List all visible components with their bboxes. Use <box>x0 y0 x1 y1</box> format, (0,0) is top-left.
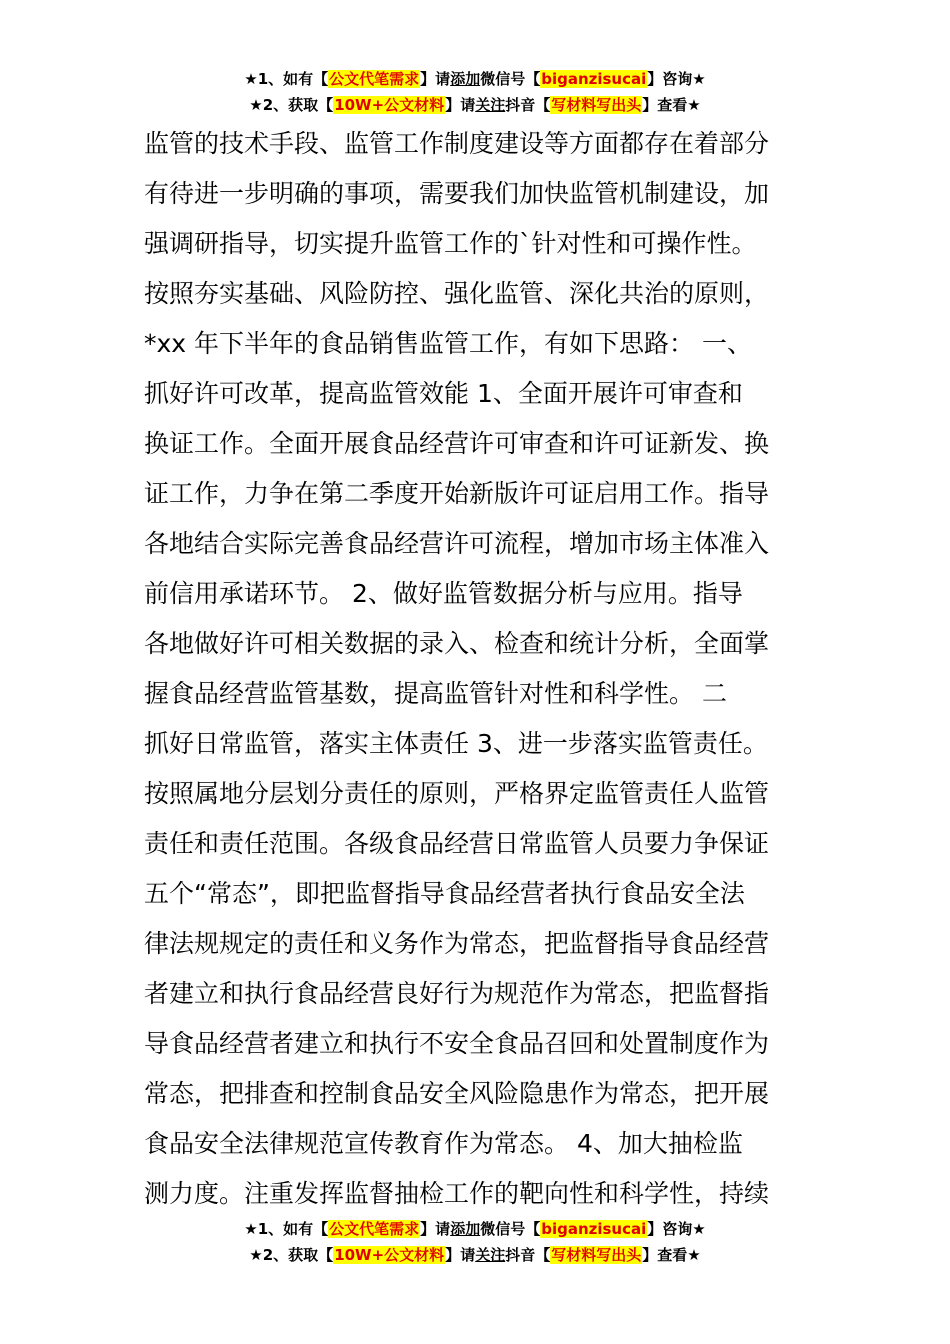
body-line: 者建立和执行食品经营良好行为规范作为常态，把监督指 <box>144 979 770 1008</box>
ghostwriting-highlight: 公文代笔需求 <box>329 1220 420 1238</box>
header-banner-line-1: ★1、如有【公文代笔需求】请添加微信号【biganzisucai】咨询★ <box>244 70 706 88</box>
footer-banner <box>0 1216 950 1268</box>
materials-highlight: 10W+公文材料 <box>334 96 445 114</box>
body-line: 抓好许可改革，提高监管效能 1、全面开展许可审查和 <box>144 379 743 408</box>
footer-banner-line-2: ★2、获取【10W+公文材料】请关注抖音【写材料写出头】查看★ <box>249 1246 701 1264</box>
body-line: 证工作，力争在第二季度开始新版许可证启用工作。指导 <box>144 479 770 508</box>
body-line: 换证工作。全面开展食品经营许可审查和许可证新发、换 <box>144 429 770 458</box>
wechat-id-highlight: biganzisucai <box>541 1220 647 1238</box>
body-line: 责任和责任范围。各级食品经营日常监管人员要力争保证 <box>144 829 770 858</box>
body-line: 抓好日常监管，落实主体责任 3、进一步落实监管责任。 <box>144 729 768 758</box>
body-line: 各地结合实际完善食品经营许可流程，增加市场主体准入 <box>144 529 770 558</box>
body-line: 有待进一步明确的事项，需要我们加快监管机制建设，加 <box>144 179 770 208</box>
body-line: 握食品经营监管基数，提高监管针对性和科学性。 二 <box>144 679 727 708</box>
body-line: 食品安全法律规范宣传教育作为常态。 4、加大抽检监 <box>144 1129 743 1158</box>
body-line: 前信用承诺环节。 2、做好监管数据分析与应用。指导 <box>144 579 743 608</box>
ghostwriting-highlight: 公文代笔需求 <box>329 70 420 88</box>
douyin-account-highlight: 写材料写出头 <box>551 1246 642 1264</box>
douyin-account-highlight: 写材料写出头 <box>551 96 642 114</box>
body-line: 律法规规定的责任和义务作为常态，把监督指导食品经营 <box>144 929 770 958</box>
body-line: 强调研指导，切实提升监管工作的`针对性和可操作性。 <box>144 229 757 258</box>
wechat-id-highlight: biganzisucai <box>541 70 647 88</box>
header-banner <box>0 66 950 118</box>
body-line: 五个“常态”，即把监督指导食品经营者执行食品安全法 <box>144 879 745 908</box>
body-line: 导食品经营者建立和执行不安全食品召回和处置制度作为 <box>144 1029 770 1058</box>
document-body <box>144 126 834 1226</box>
body-line: 按照属地分层划分责任的原则，严格界定监管责任人监管 <box>144 779 770 808</box>
header-banner-line-2: ★2、获取【10W+公文材料】请关注抖音【写材料写出头】查看★ <box>249 96 701 114</box>
body-line: *xx 年下半年的食品销售监管工作，有如下思路： 一、 <box>144 329 752 358</box>
materials-highlight: 10W+公文材料 <box>334 1246 445 1264</box>
body-line: 测力度。注重发挥监督抽检工作的靶向性和科学性，持续 <box>144 1179 770 1208</box>
body-line: 常态，把排查和控制食品安全风险隐患作为常态，把开展 <box>144 1079 770 1108</box>
body-line: 监管的技术手段、监管工作制度建设等方面都存在着部分 <box>144 129 770 158</box>
body-line: 各地做好许可相关数据的录入、检查和统计分析，全面掌 <box>144 629 770 658</box>
footer-banner-line-1: ★1、如有【公文代笔需求】请添加微信号【biganzisucai】咨询★ <box>244 1220 706 1238</box>
body-line: 按照夯实基础、风险防控、强化监管、深化共治的原则， <box>144 279 770 308</box>
